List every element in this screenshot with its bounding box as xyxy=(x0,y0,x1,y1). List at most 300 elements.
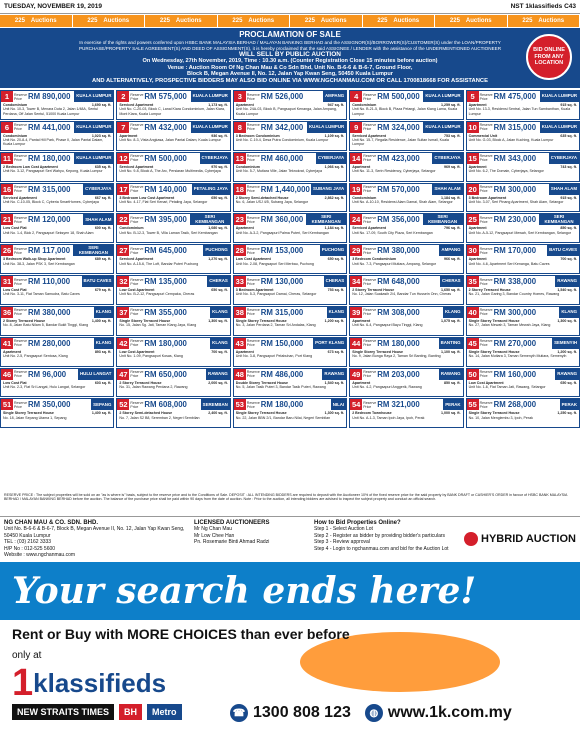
property-type: 3 Bedroom Apartment xyxy=(235,288,274,293)
lot-details xyxy=(1,380,113,397)
reserve-price: RM 300,000 xyxy=(493,184,537,194)
reserve-price: RM 343,000 xyxy=(493,153,537,163)
property-size: 1,250 sq. ft. xyxy=(557,411,577,416)
lot-card[interactable] xyxy=(466,337,580,367)
lot-header xyxy=(117,214,229,225)
lot-location: SEMENYIH xyxy=(552,338,579,349)
property-address: Unit No. 2-5, Pangsapuri Sentosa, Klang xyxy=(3,354,68,359)
lot-location: KLANG xyxy=(327,307,347,318)
phone-contact[interactable] xyxy=(230,704,351,722)
lot-number: 38 xyxy=(235,307,244,317)
reserve-price: RM 180,000 xyxy=(377,338,420,348)
property-type: Condominium xyxy=(352,195,377,200)
lot-card[interactable] xyxy=(116,152,230,182)
lot-card[interactable] xyxy=(0,152,114,182)
property-size: 1,000 sq. ft. xyxy=(441,411,461,416)
lot-number: 5 xyxy=(467,91,479,102)
lot-number: 29 xyxy=(352,246,361,256)
lot-card[interactable] xyxy=(0,275,114,305)
lot-header xyxy=(1,399,113,410)
reserve-price: RM 360,000 xyxy=(260,215,304,225)
lot-number: 47 xyxy=(119,369,128,379)
property-type: Apartment xyxy=(235,103,254,107)
lot-details xyxy=(350,349,462,366)
lot-details xyxy=(1,102,113,119)
lot-card[interactable] xyxy=(349,90,463,120)
lot-number: 4 xyxy=(350,91,362,102)
property-type: Apartment xyxy=(468,103,487,107)
section-label: NST 1klassifieds C43 xyxy=(510,3,576,10)
lot-card[interactable] xyxy=(466,90,580,120)
lot-number: 10 xyxy=(468,122,477,132)
lot-header xyxy=(467,214,579,225)
property-size: 1,023 sq. ft. xyxy=(91,133,112,138)
reserve-label: Reserve Price xyxy=(130,277,144,286)
lot-header xyxy=(1,338,113,349)
lot-card[interactable] xyxy=(0,244,114,274)
property-size: 2,400 sq. ft. xyxy=(208,411,228,416)
lot-card[interactable] xyxy=(349,398,463,428)
reserve-price: RM 338,000 xyxy=(493,277,537,287)
reserve-label: Reserve Price xyxy=(14,92,28,101)
banner-headline-band xyxy=(0,562,580,620)
hybrid-logo-text: HYBRID AUCTION xyxy=(481,532,576,545)
reserve-price: RM 890,000 xyxy=(28,92,71,101)
reserve-label: Reserve Price xyxy=(14,277,28,286)
lot-number: 6 xyxy=(1,122,13,133)
will-sell-line: WILL SELL BY PUBLIC AUCTION xyxy=(239,51,341,59)
reserve-label: Reserve Price xyxy=(479,246,493,255)
lot-location: KUALA LUMPUR xyxy=(423,122,462,133)
lot-card[interactable] xyxy=(233,368,347,398)
category-tab[interactable] xyxy=(0,15,73,27)
lot-card[interactable] xyxy=(116,244,230,274)
property-type: Apartment xyxy=(119,133,138,138)
lot-details xyxy=(350,410,462,427)
lot-header xyxy=(234,214,346,225)
lot-header xyxy=(350,91,462,102)
auctioneer-name: Mr Low Chee Han xyxy=(194,532,235,539)
lot-card[interactable] xyxy=(0,90,114,120)
property-size: 1,200 sq. ft. xyxy=(557,349,577,354)
property-size: 700 sq. ft. xyxy=(560,257,577,262)
lot-number: 45 xyxy=(468,338,477,348)
property-size: 743 sq. ft. xyxy=(560,164,577,169)
proclamation-header xyxy=(0,28,580,88)
lot-card[interactable] xyxy=(233,213,347,243)
lot-location: KUALA LUMPUR xyxy=(423,91,462,102)
property-size: 1,300 sq. ft. xyxy=(208,318,228,323)
lot-card[interactable] xyxy=(116,275,230,305)
lot-location: BATU CAVES xyxy=(547,245,579,256)
reserve-price: RM 324,000 xyxy=(377,122,420,132)
property-size: 650 sq. ft. xyxy=(211,288,228,293)
metro-logo: Metro xyxy=(147,704,182,720)
property-type: Serviced Apartment xyxy=(119,164,154,169)
lot-card[interactable] xyxy=(466,244,580,274)
web-address: www.1k.com.my xyxy=(387,704,512,721)
lot-number: 54 xyxy=(352,400,361,410)
lot-card[interactable] xyxy=(466,183,580,213)
lot-header xyxy=(234,245,346,256)
reserve-label: Reserve Price xyxy=(14,400,28,409)
property-address: No. 22, Jalan BBN 2/1, Bandar Baru Nilai, Negeri Sembilan xyxy=(235,415,331,420)
lot-card[interactable] xyxy=(233,244,347,274)
property-size: 753 sq. ft. xyxy=(444,133,461,138)
lot-location: BATU CAVES xyxy=(82,276,114,287)
lot-details xyxy=(1,287,113,304)
lot-location: RAWANG xyxy=(555,369,579,380)
property-type: Low Cost Apartment xyxy=(119,288,155,293)
property-size: 679 sq. ft. xyxy=(94,288,112,293)
lot-card[interactable] xyxy=(233,337,347,367)
lot-location: SEPANG xyxy=(91,399,113,410)
lot-location: KLANG xyxy=(210,307,230,318)
reserve-price: RM 355,000 xyxy=(144,307,187,317)
property-type: Condominium xyxy=(119,226,144,231)
lot-card[interactable] xyxy=(0,183,114,213)
lot-card[interactable] xyxy=(116,306,230,336)
lot-header xyxy=(234,122,346,133)
lot-card[interactable] xyxy=(349,244,463,274)
lot-card[interactable] xyxy=(233,152,347,182)
reserve-label: Reserve Price xyxy=(246,339,260,348)
banner-contacts xyxy=(230,704,512,722)
tab-number: 225 xyxy=(522,18,533,24)
property-type: Serviced Apartment xyxy=(3,195,37,200)
lot-card[interactable] xyxy=(0,121,114,151)
lot-number: 2 xyxy=(117,91,129,102)
lot-number: 26 xyxy=(2,246,12,256)
lot-location: CYBERJAYA xyxy=(316,153,346,164)
property-size: 753 sq. ft. xyxy=(327,288,345,293)
property-type: 2 Bedroom Low Cost Apartment xyxy=(3,164,58,169)
lot-details xyxy=(234,133,346,150)
lot-number: 52 xyxy=(119,400,128,410)
lot-header xyxy=(117,399,229,410)
lot-card[interactable] xyxy=(466,121,580,151)
lot-number: 49 xyxy=(352,369,361,379)
reserve-price: RM 270,000 xyxy=(493,338,537,348)
category-tab[interactable] xyxy=(145,15,218,27)
property-address: Unit No. 4-6, Apartment Seri Kenanga, Batu Caves xyxy=(468,261,550,266)
property-type: Single Storey Terraced House xyxy=(235,318,287,323)
reserve-label: Reserve Price xyxy=(14,370,28,379)
reserve-label: Reserve Price xyxy=(363,339,377,348)
lot-header xyxy=(467,245,579,256)
company-website[interactable]: Website : www.ngchanmau.com xyxy=(4,552,76,559)
lot-location: PERAK xyxy=(443,399,462,410)
lot-details xyxy=(1,195,113,212)
lot-location: AMPANG xyxy=(439,245,462,256)
lot-card[interactable] xyxy=(116,183,230,213)
logo-text: klassifieds xyxy=(33,668,167,698)
lot-card[interactable] xyxy=(349,183,463,213)
lot-header xyxy=(1,245,113,256)
phone-number: 1300 808 123 xyxy=(253,704,351,721)
property-type: Apartment xyxy=(352,380,371,385)
property-address: No. 21, Jalan Garing 3, Bandar Country Homes, Rawang xyxy=(468,292,560,297)
lot-location: PUCHONG xyxy=(203,245,229,256)
property-address: Unit No. 3-12, Pangsapuri Seri Wahyu, Kepong, Kuala Lumpur xyxy=(3,168,103,173)
lot-details xyxy=(1,410,113,427)
lot-card[interactable] xyxy=(466,306,580,336)
property-type: 3 Bedroom Apartment xyxy=(468,195,507,200)
tab-label: Auctions xyxy=(30,18,57,24)
lot-details xyxy=(467,195,579,212)
lot-card[interactable] xyxy=(466,398,580,428)
lot-location: PORT KLANG xyxy=(313,338,346,349)
property-address: No. 15, Jalan Sg. Jati, Taman Klang Jaya, Klang xyxy=(119,323,197,328)
reserve-label: Reserve Price xyxy=(14,215,28,224)
property-type: Apartment xyxy=(3,349,21,354)
property-type: Single Storey Terraced House xyxy=(468,349,520,354)
category-tab[interactable] xyxy=(363,15,436,27)
property-address: Unit No. G-03, Block A, Jalan Kuching, Kuala Lumpur xyxy=(468,138,554,143)
property-type: Serviced Apartment xyxy=(352,133,387,138)
property-type: Apartment xyxy=(468,257,487,262)
category-tab[interactable] xyxy=(435,15,508,27)
property-size: 650 sq. ft. xyxy=(560,380,577,385)
property-type: 3 Bedroom Low Cost Apartment xyxy=(119,195,175,200)
how-to-step: Step 2 - Register as bidder by providing bidder's particulars xyxy=(314,532,446,539)
reserve-price: RM 268,000 xyxy=(493,400,537,410)
property-size: 673 sq. ft. xyxy=(327,349,345,354)
lot-location: KUALA LUMPUR xyxy=(191,91,230,102)
reserve-label: Reserve Price xyxy=(14,246,28,255)
lot-card[interactable] xyxy=(349,152,463,182)
lot-card[interactable] xyxy=(116,368,230,398)
lot-card[interactable] xyxy=(116,213,230,243)
lot-card[interactable] xyxy=(233,90,347,120)
lot-details xyxy=(117,410,229,427)
property-type: Double Storey Terraced House xyxy=(235,380,289,385)
lot-card[interactable] xyxy=(349,213,463,243)
reserve-price: RM 96,000 xyxy=(28,369,67,379)
lot-card[interactable] xyxy=(233,275,347,305)
lot-card[interactable] xyxy=(349,368,463,398)
lot-card[interactable] xyxy=(0,306,114,336)
property-size: 893 sq. ft. xyxy=(94,349,112,354)
online-bid-line[interactable]: AND ALTERNATIVELY, PROSPECTIVE BIDDERS MAY ALSO BID ONLINE VIA WWW.NGCHANMAU.COM OR CALL 1700818668 FOR ASSISTANCE xyxy=(92,78,488,85)
lot-card[interactable] xyxy=(116,90,230,120)
lot-location: HULU LANGAT xyxy=(78,369,113,380)
reserve-price: RM 432,000 xyxy=(144,122,187,132)
reserve-label: Reserve Price xyxy=(246,308,260,317)
lot-header xyxy=(1,91,113,102)
lot-location: CHERAS xyxy=(324,276,347,287)
how-to-step: Step 3 - Review approval xyxy=(314,539,370,546)
banner-subline: Rent or Buy with MORE CHOICES than ever before xyxy=(12,626,350,642)
lot-details xyxy=(234,380,346,397)
reserve-price: RM 356,000 xyxy=(377,215,420,225)
lot-header xyxy=(1,122,113,133)
reserve-label: Reserve Price xyxy=(246,123,260,132)
reserve-label: Reserve Price xyxy=(363,308,377,317)
lot-card[interactable] xyxy=(466,368,580,398)
lot-number: 41 xyxy=(2,338,12,348)
lot-details xyxy=(350,225,462,242)
lot-header xyxy=(234,184,346,195)
web-contact[interactable] xyxy=(365,704,512,722)
property-address: Unit No. 13-3, Residensi Sentral, Jalan Tun Sambanthan, Kuala Lumpur xyxy=(468,107,571,116)
lot-details xyxy=(350,164,462,181)
property-type: Single Storey Terraced House xyxy=(468,411,520,416)
property-address: Unit No. 5-7, Mutiara Ville, Jalan Teknokrat, Cyberjaya xyxy=(235,168,322,173)
property-type: 2 Storey Semi-detached House xyxy=(119,411,173,416)
category-tab[interactable] xyxy=(218,15,291,27)
lot-details xyxy=(350,287,462,304)
property-size: 650 sq. ft. xyxy=(211,195,228,200)
lot-number: 33 xyxy=(235,277,244,287)
lot-details xyxy=(234,164,346,181)
reserve-label: Reserve Price xyxy=(363,400,377,409)
lot-card[interactable] xyxy=(0,213,114,243)
lot-number: 36 xyxy=(2,307,12,317)
lot-card[interactable] xyxy=(233,121,347,151)
reserve-label: Reserve Price xyxy=(246,277,260,286)
property-size: 1,184 sq. ft. xyxy=(324,226,345,231)
reserve-price: RM 575,000 xyxy=(144,92,187,101)
property-address: Unit No. 1-4, Blok 2, Pangsapuri Seksyen 18, Shah Alam xyxy=(3,230,94,235)
property-size: 915 sq. ft. xyxy=(560,195,577,200)
lot-location: SERI KEMBANGAN xyxy=(539,214,579,225)
banner-only-at: only at xyxy=(12,650,42,661)
lot-card[interactable] xyxy=(116,398,230,428)
property-type: Apartment xyxy=(468,226,487,231)
lot-details xyxy=(234,102,346,119)
lot-location: AMPANG xyxy=(323,91,346,102)
lot-location: KUALA LUMPUR xyxy=(540,122,579,133)
lot-card[interactable] xyxy=(116,337,230,367)
lot-number: 37 xyxy=(119,307,128,317)
lot-number: 12 xyxy=(119,153,128,163)
lot-card[interactable] xyxy=(349,121,463,151)
reserve-label: Reserve Price xyxy=(130,370,144,379)
property-address: Unit No. 4-2, Pangsapuri Anggerik, Rawang xyxy=(352,384,422,389)
reserve-label: Reserve Price xyxy=(130,308,144,317)
lot-details xyxy=(234,410,346,427)
lot-header xyxy=(117,153,229,164)
lot-location: SERI KEMBANGAN xyxy=(306,214,346,225)
lot-details xyxy=(117,380,229,397)
property-size: 1,100 sq. ft. xyxy=(441,349,461,354)
lot-card[interactable] xyxy=(233,306,347,336)
category-tab[interactable] xyxy=(73,15,146,27)
reserve-price: RM 180,000 xyxy=(144,338,187,348)
reserve-label: Reserve Price xyxy=(479,154,493,163)
reserve-label: Reserve Price xyxy=(363,123,377,132)
reserve-price: RM 180,000 xyxy=(260,400,304,410)
property-type: Apartment xyxy=(352,318,371,323)
property-address: No. 6, Jalan USJ 4/5, Subang Jaya, Selangor xyxy=(235,199,309,204)
reserve-price: RM 117,000 xyxy=(28,246,71,256)
lot-location: PERAK xyxy=(560,399,579,410)
lot-details xyxy=(117,133,229,150)
tab-number: 225 xyxy=(14,18,25,24)
lot-details xyxy=(467,133,579,150)
property-type: 2 Storey Terraced House xyxy=(3,318,46,323)
lot-card[interactable] xyxy=(0,337,114,367)
property-size: 1,300 sq. ft. xyxy=(557,318,577,323)
lot-header xyxy=(467,369,579,380)
lot-location: SERI KEMBANGAN xyxy=(423,214,463,225)
lot-header xyxy=(467,307,579,318)
lot-card[interactable] xyxy=(233,183,347,213)
lot-location: KLANG xyxy=(210,338,230,349)
lot-card[interactable] xyxy=(466,152,580,182)
tab-number: 225 xyxy=(87,18,98,24)
lot-header xyxy=(350,369,462,380)
tab-number: 225 xyxy=(232,18,243,24)
property-size: 936 sq. ft. xyxy=(211,133,228,138)
reserve-price: RM 650,000 xyxy=(144,369,187,379)
company-tel: TEL : (03) 2162 3333 xyxy=(4,539,52,546)
property-size: 700 sq. ft. xyxy=(211,349,228,354)
lot-card[interactable] xyxy=(349,275,463,305)
lot-number: 48 xyxy=(235,369,244,379)
lot-location: BANTING xyxy=(439,338,463,349)
licensed-auctioneers xyxy=(190,517,310,560)
lot-card[interactable] xyxy=(466,213,580,243)
property-address: Unit No. A-10-10, Residensi Alam Damai, Shah Alam, Selangor xyxy=(352,199,453,204)
property-type: Single Storey Terraced House xyxy=(3,411,54,416)
category-tab[interactable] xyxy=(508,15,580,27)
lot-number: 17 xyxy=(119,184,128,194)
property-address: Unit No. 2-3, Flat Sri Langat, Hulu Langat, Selangor xyxy=(3,384,86,389)
lot-location: SHAH ALAM xyxy=(83,214,113,225)
bid-online-badge[interactable]: BID ONLINE FROM ANY LOCATION xyxy=(526,34,572,80)
reserve-price: RM 308,000 xyxy=(377,307,420,317)
lot-location: PUCHONG xyxy=(320,245,346,256)
reserve-price: RM 500,000 xyxy=(377,92,420,101)
property-type: Serviced Apartment xyxy=(119,257,154,262)
lot-details xyxy=(1,225,113,242)
auctioneer-name: Pn. Rosemarie Binti Ahmad Radzi xyxy=(194,539,270,546)
lot-card[interactable] xyxy=(0,398,114,428)
lot-number: 11 xyxy=(1,153,13,164)
lot-card[interactable] xyxy=(466,275,580,305)
lot-location: SEREMBAN xyxy=(201,399,230,410)
lot-card[interactable] xyxy=(349,337,463,367)
lot-header xyxy=(350,245,462,256)
property-size: 689 sq. ft. xyxy=(94,257,112,262)
category-tab[interactable] xyxy=(290,15,363,27)
lot-header xyxy=(117,91,229,102)
lot-number: 40 xyxy=(468,307,477,317)
property-type: Low Cost Flat xyxy=(3,226,27,231)
lot-card[interactable] xyxy=(116,121,230,151)
property-type: Condominium xyxy=(352,103,377,107)
reserve-price: RM 230,000 xyxy=(493,215,537,225)
lot-card[interactable] xyxy=(233,398,347,428)
reserve-label: Reserve Price xyxy=(363,370,377,379)
property-type: 2 Storey Terraced House xyxy=(352,288,395,293)
lot-number: 43 xyxy=(235,338,244,348)
property-size: 969 sq. ft. xyxy=(444,164,461,169)
lot-card[interactable] xyxy=(0,368,114,398)
klassifieds-logo xyxy=(12,662,166,705)
reserve-price: RM 648,000 xyxy=(377,277,420,287)
lot-card[interactable] xyxy=(349,306,463,336)
lot-details xyxy=(467,164,579,181)
lot-header xyxy=(467,184,579,195)
property-type: 3 Bedroom Condominium xyxy=(352,257,397,262)
lot-details xyxy=(117,195,229,212)
reserve-price: RM 321,000 xyxy=(377,400,420,410)
lot-location: KUALA LUMPUR xyxy=(307,122,346,133)
lot-number: 39 xyxy=(352,307,361,317)
